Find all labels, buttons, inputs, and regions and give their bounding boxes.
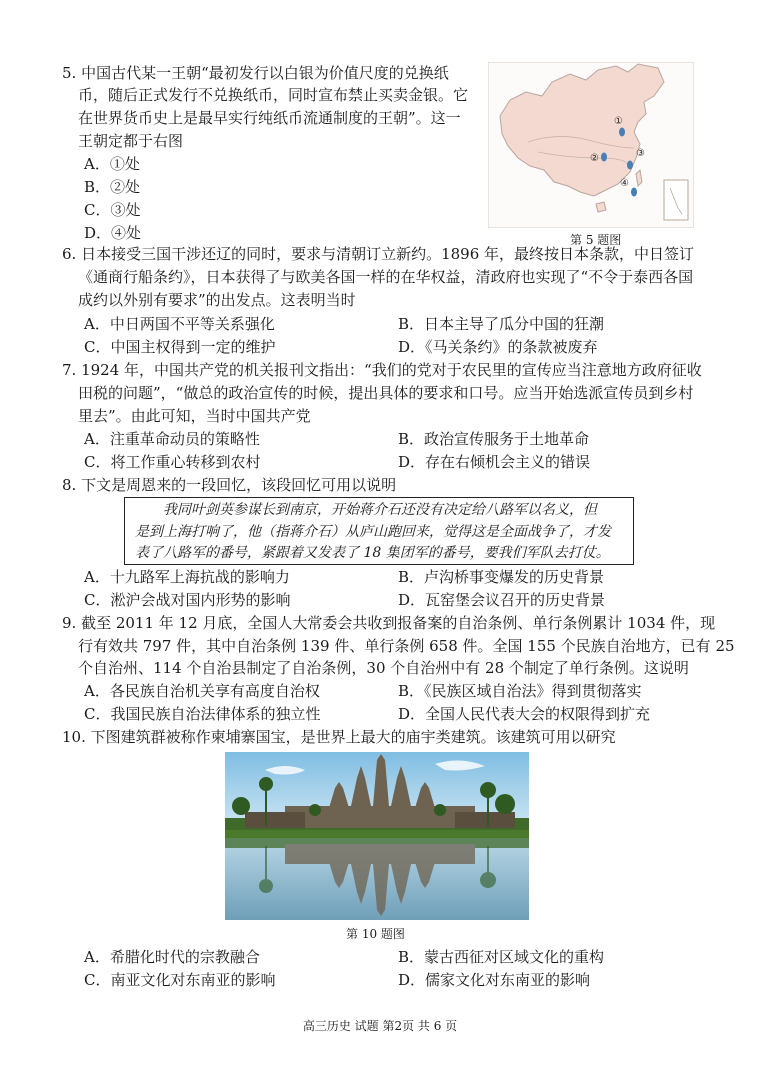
q7-line-1: 7. 1924 年，中国共产党的机关报刊文指出：“我们的党对于农民里的宣传应当注意地方政府征收	[62, 361, 702, 379]
q7-option-b: B．政治宣传服务于土地革命	[398, 430, 590, 448]
q6-line-1: 6. 日本接受三国干涉还辽的同时，要求与清朝订立新约。1896 年，最终按日本条款，中日签订	[62, 245, 695, 263]
q9-option-d: D．全国人民代表大会的权限得到扩充	[398, 705, 651, 723]
q5-line-1: 5. 中国古代某一王朝“最初发行以白银为价值尺度的兑换纸	[62, 64, 449, 82]
q5-figure-caption: 第 5 题图	[570, 233, 622, 247]
q6-option-c: C．中国主权得到一定的维护	[84, 338, 276, 356]
marker-4-label: ④	[620, 178, 629, 189]
marker-1-dot	[619, 128, 625, 137]
q6-line-2: 《通商行船条约》，日本获得了与欧美各国一样的在华权益，清政府也实现了“不令于泰西各国	[78, 268, 694, 286]
q5-line-4: 王朝定都于右图	[78, 132, 184, 150]
q6-line-3: 成约以外别有要求”的出发点。这表明当时	[78, 291, 356, 309]
marker-2-dot	[601, 153, 607, 162]
page-footer: 高三历史 试题 第2页 共 6 页	[302, 1019, 458, 1033]
marker-3-dot	[627, 161, 633, 170]
angkor-wat-illustration	[225, 752, 529, 920]
q6-option-b: B．日本主导了瓜分中国的狂潮	[398, 315, 605, 333]
q7-line-3: 里去”。由此可知，当时中国共产党	[78, 407, 311, 425]
q8-option-c: C．淞沪会战对国内形势的影响	[84, 591, 291, 609]
quote-line-2: 是到上海打响了，他（指蒋介石）从庐山跑回来，觉得这是全面战争了，才发	[135, 523, 611, 540]
q10-option-a: A．希腊化时代的宗教融合	[84, 948, 260, 966]
q9-line-3: 个自治州、114 个自治县制定了自治条例，30 个自治州中有 28 个制定了单行条例。这说明	[78, 659, 689, 677]
marker-2-label: ②	[590, 153, 599, 164]
q9-line-2: 行有效共 797 件，其中自治条例 139 件、单行条例 658 件。全国 155 个民族自治地方，已有 25	[78, 637, 735, 655]
q5-line-3: 在世界货币史上是最早实行纯纸币流通制度的王朝”。这一	[78, 109, 461, 127]
grass-bank	[225, 830, 529, 838]
marker-1-label: ①	[614, 116, 623, 127]
q7-line-2: 田税的问题”，“做总的政治宣传的时候，提出具体的要求和口号。应当开始选派宣传员到乡村	[78, 384, 694, 402]
q8-option-d: D．瓦窑堡会议召开的历史背景	[398, 591, 606, 609]
q6-option-a: A．中日两国不平等关系强化	[84, 315, 275, 333]
q6-option-d: D．《马关条约》的条款被废弃	[398, 338, 598, 356]
q9-line-1: 9. 截至 2011 年 12 月底，全国人大常委会共收到报备案的自治条例、单行条例累计 1034 件，现	[62, 614, 716, 632]
marker-4-dot	[631, 188, 637, 197]
q5-option-d: D．④处	[84, 224, 142, 242]
quote-line-3: 表了八路军的番号，紧跟着又发表了 18 集团军的番号，要我们军队去打仗。	[135, 545, 610, 561]
q9-option-b: B．《民族区域自治法》得到贯彻落实	[398, 682, 642, 700]
q10-option-d: D．儒家文化对东南亚的影响	[398, 971, 591, 989]
hainan-island	[596, 202, 606, 212]
china-map	[488, 62, 694, 228]
q9-option-c: C．我国民族自治法律体系的独立性	[84, 705, 321, 723]
q7-option-a: A．注重革命动员的策略性	[84, 430, 260, 448]
q10-line-1: 10. 下图建筑群被称作柬埔寨国宝，是世界上最大的庙宇类建筑。该建筑可用以研究	[62, 728, 616, 746]
q5-option-c: C．③处	[84, 201, 141, 219]
china-map-figure	[488, 62, 694, 228]
marker-3-label: ③	[636, 148, 645, 159]
q5-option-b: B．②处	[84, 178, 141, 196]
q8-option-a: A．十九路军上海抗战的影响力	[84, 568, 290, 586]
q9-option-a: A．各民族自治机关享有高度自治权	[84, 682, 320, 700]
q7-option-d: D．存在右倾机会主义的错误	[398, 453, 591, 471]
quote-line-1: 我同叶剑英参谋长到南京，开始蒋介石还没有决定给八路军以名义，但	[163, 502, 597, 518]
south-sea-inset	[664, 180, 688, 220]
q5-option-a: A．①处	[84, 155, 140, 173]
q7-option-c: C．将工作重心转移到农村	[84, 453, 261, 471]
q5-line-2: 币，随后正式发行不兑换纸币，同时宣布禁止买卖金银。它	[78, 86, 469, 104]
q8-option-b: B．卢沟桥事变爆发的历史背景	[398, 568, 605, 586]
zhou-enlai-quote-box	[124, 497, 634, 565]
q10-figure-caption: 第 10 题图	[346, 927, 405, 941]
q10-option-b: B．蒙古西征对区域文化的重构	[398, 948, 605, 966]
angkor-wat-photo	[225, 752, 529, 920]
q10-option-c: C．南亚文化对东南亚的影响	[84, 971, 276, 989]
q8-line-1: 8. 下文是周恩来的一段回忆，该段回忆可用以说明	[62, 476, 397, 494]
